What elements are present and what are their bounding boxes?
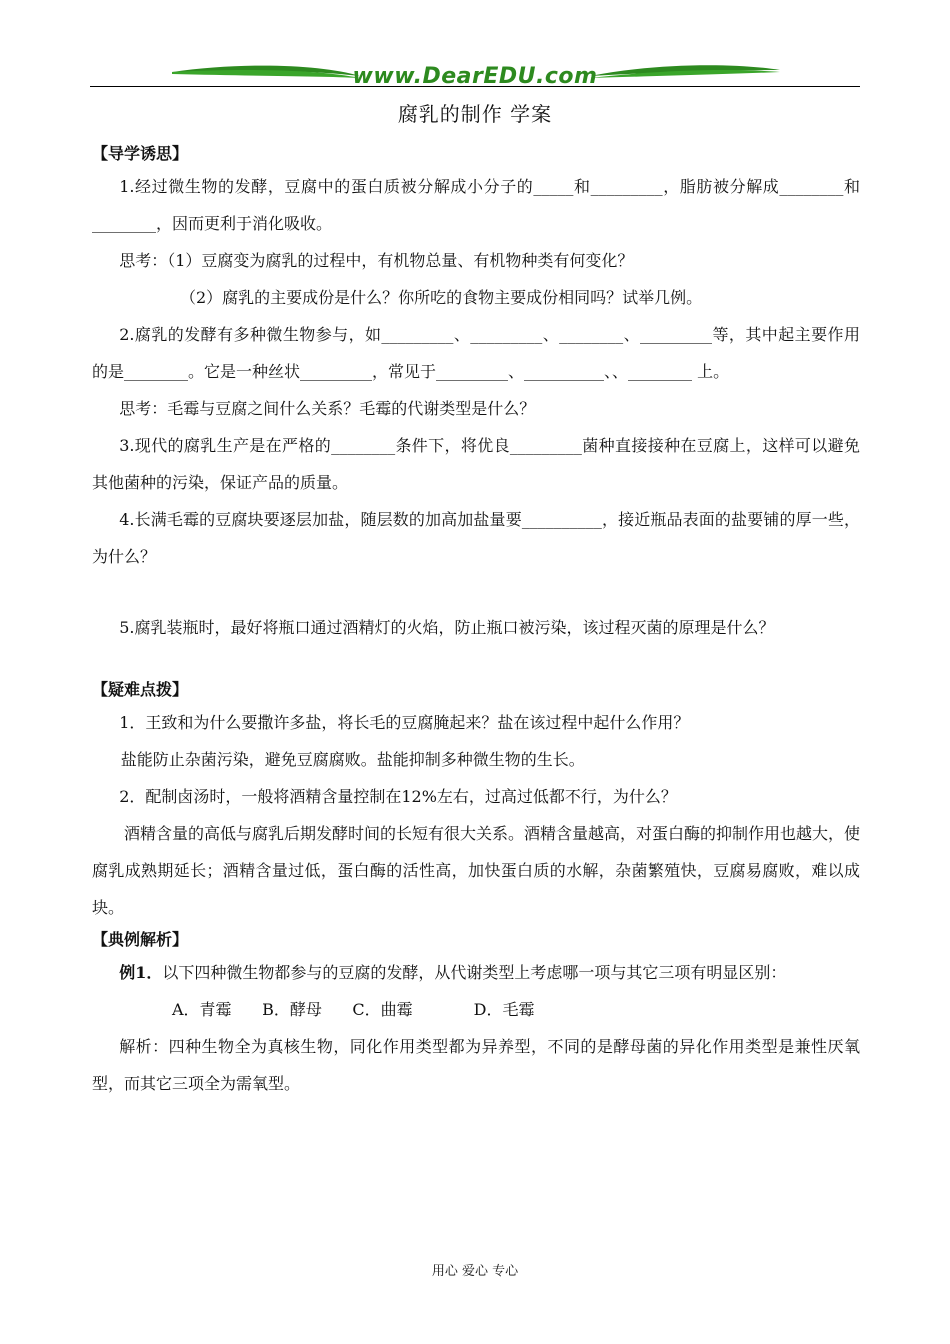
page-title: 腐乳的制作 学案: [397, 102, 553, 126]
guide-think-2: 思考：毛霉与豆腐之间什么关系？毛霉的代谢类型是什么？: [119, 399, 536, 418]
section-heading-difficulty: 【疑难点拨】: [92, 680, 189, 699]
example-options: A．青霉 B．酵母 C．曲霉 D．毛霉: [172, 1000, 535, 1019]
site-url: www.DearEDU.com: [352, 64, 598, 89]
guide-think-1a: 思考：（1）豆腐变为腐乳的过程中，有机物总量、有机物种类有何变化？: [119, 251, 634, 270]
difficulty-answer-1: 盐能防止杂菌污染，避免豆腐腐败。盐能抑制多种微生物的生长。: [120, 750, 585, 769]
example-analysis: 解析：四种生物全为真核生物，同化作用类型都为异养型，不同的是酵母菌的异化作用类型是兼性厌氧型，而其它三项全为需氧型。: [92, 1037, 860, 1093]
difficulty-answer-2: 酒精含量的高低与腐乳后期发酵时间的长短有很大关系。酒精含量越高，对蛋白酶的抑制作用也越大，使腐乳成熟期延长；酒精含量过低，蛋白酶的活性高，加快蛋白质的水解，杂菌繁殖快，豆腐易腐败，难以成块。: [92, 824, 861, 917]
difficulty-question-1: 1．王致和为什么要撒许多盐，将长毛的豆腐腌起来？盐在该过程中起什么作用？: [119, 713, 690, 732]
guide-question-1: 1.经过微生物的发酵，豆腐中的蛋白质被分解成小分子的_____和_________，脂肪被分解成________和________，因而更利于消化吸收。: [92, 177, 860, 233]
guide-question-4: 4.长满毛霉的豆腐块要逐层加盐，随层数的加高加盐量要__________，接近瓶品表面的盐要铺的厚一些，为什么？: [92, 510, 860, 566]
answer-space: [92, 646, 860, 676]
guide-question-2: 2.腐乳的发酵有多种微生物参与，如_________、_________、________、_________等，其中起主要作用的是________。它是一种丝状_________，常见于_________、__________、、________ 上。: [92, 325, 860, 381]
example-question: [92, 954, 860, 991]
section-heading-examples: 【典例解析】: [92, 930, 189, 949]
site-banner: [90, 56, 860, 96]
guide-question-5: 5.腐乳装瓶时，最好将瓶口通过酒精灯的火焰，防止瓶口被污染，该过程灭菌的原理是什么？: [119, 618, 775, 637]
example-question-text: 以下四种微生物都参与的豆腐的发酵，从代谢类型上考虑哪一项与其它三项有明显区别：: [162, 963, 787, 982]
guide-think-1b: （2）腐乳的主要成份是什么？你所吃的食物主要成份相同吗？试举几例。: [180, 288, 703, 307]
section-heading-guide: 【导学诱思】: [92, 144, 189, 163]
difficulty-question-2: 2．配制卤汤时，一般将酒精含量控制在12%左右，过高过低都不行，为什么？: [119, 787, 677, 806]
answer-space: [92, 575, 860, 609]
page-footer: 用心 爱心 专心: [431, 1264, 519, 1279]
document-body: [92, 140, 860, 1102]
example-label: 例1．: [119, 963, 163, 982]
guide-question-3: 3.现代的腐乳生产是在严格的________条件下，将优良_________菌种直接接种在豆腐上，这样可以避免其他菌种的污染，保证产品的质量。: [92, 436, 860, 492]
header-divider: [90, 86, 860, 87]
